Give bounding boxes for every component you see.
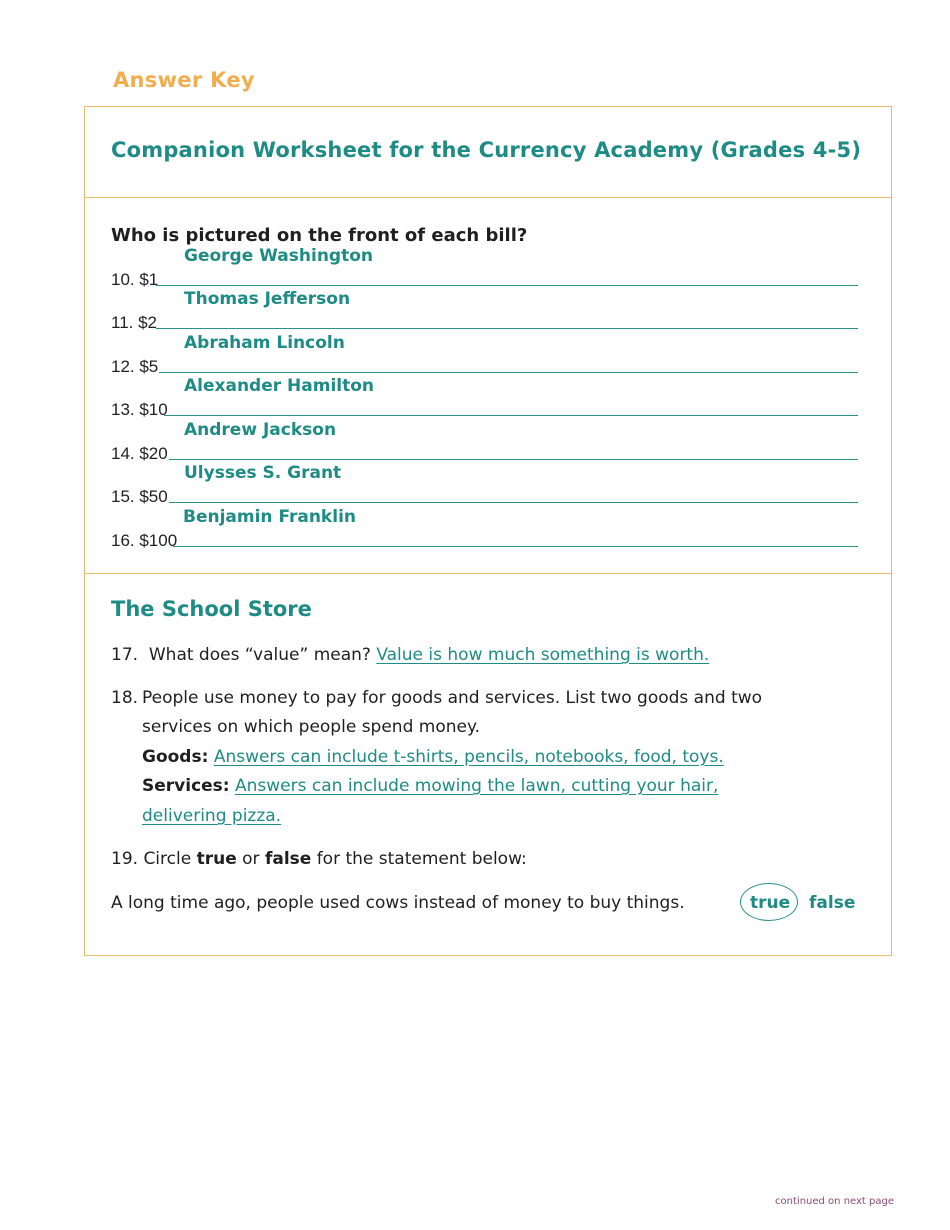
- answer-line: [164, 415, 858, 416]
- divider: [85, 197, 891, 198]
- bill-row: [111, 420, 858, 464]
- bill-row: [111, 463, 858, 507]
- q19-suffix: for the statement below:: [311, 849, 527, 869]
- bill-label: 14. $20: [111, 444, 168, 463]
- goods-answer-row: [142, 747, 724, 767]
- q19-true-word: true: [196, 849, 237, 869]
- bill-row: [111, 376, 858, 420]
- goods-answer: Answers can include t-shirts, pencils, notebooks, food, toys.: [213, 747, 724, 767]
- answer-line: [169, 502, 858, 503]
- answer-17: Value is how much something is worth.: [376, 645, 710, 665]
- answer-line: [159, 372, 858, 373]
- question-17: [111, 645, 709, 665]
- services-answer: Answers can include mowing the lawn, cutting your hair,: [235, 776, 719, 796]
- option-false: false: [809, 893, 856, 913]
- bill-answer: Thomas Jefferson: [184, 289, 351, 309]
- bill-answer: Andrew Jackson: [184, 420, 337, 440]
- bill-row: [111, 333, 858, 377]
- bill-label: 12. $5: [111, 357, 159, 376]
- goods-label: Goods:: [142, 747, 209, 767]
- bill-answer: Ulysses S. Grant: [184, 463, 342, 483]
- bill-row: [111, 246, 858, 290]
- question-18-number: 18.: [111, 688, 139, 708]
- bills-question: Who is pictured on the front of each bill?: [111, 225, 528, 246]
- bill-row: [111, 289, 858, 333]
- bill-answer: Benjamin Franklin: [183, 507, 356, 527]
- answer-line: [156, 285, 858, 286]
- continued-note: continued on next page: [775, 1196, 894, 1207]
- bill-label: 15. $50: [111, 487, 168, 506]
- services-answer-row: [142, 776, 718, 796]
- bill-row: [111, 507, 858, 551]
- question-18-line2: services on which people spend money.: [142, 717, 480, 737]
- q19-false-word: false: [264, 849, 312, 869]
- bill-answer: George Washington: [184, 246, 374, 266]
- question-number: 17.: [111, 645, 139, 665]
- bill-answer: Alexander Hamilton: [184, 376, 375, 396]
- option-true: true: [750, 893, 791, 913]
- answer-key-label: Answer Key: [113, 68, 255, 92]
- question-18-line1: People use money to pay for goods and services. List two goods and two: [142, 688, 763, 708]
- services-label: Services:: [142, 776, 230, 796]
- bill-label: 16. $100: [111, 531, 178, 550]
- answer-line: [156, 328, 858, 329]
- bill-label: 10. $1: [111, 270, 159, 289]
- services-answer-cont: [142, 806, 281, 826]
- answer-line: [173, 546, 858, 547]
- q19-or: or: [236, 849, 265, 869]
- q19-statement: A long time ago, people used cows instead of money to buy things.: [111, 893, 685, 913]
- answer-line: [169, 459, 858, 460]
- bill-label: 13. $10: [111, 400, 168, 419]
- divider: [85, 573, 891, 574]
- worksheet-title: Companion Worksheet for the Currency Academy (Grades 4-5): [111, 138, 862, 162]
- q19-prefix: 19. Circle: [111, 849, 197, 869]
- worksheet-box: [84, 106, 892, 956]
- bill-label: 11. $2: [111, 313, 158, 332]
- question-text: What does “value” mean?: [148, 645, 371, 665]
- bill-answer: Abraham Lincoln: [184, 333, 345, 353]
- question-19: [111, 849, 527, 869]
- services-answer-line2: delivering pizza.: [142, 806, 282, 826]
- section-title: The School Store: [111, 597, 312, 621]
